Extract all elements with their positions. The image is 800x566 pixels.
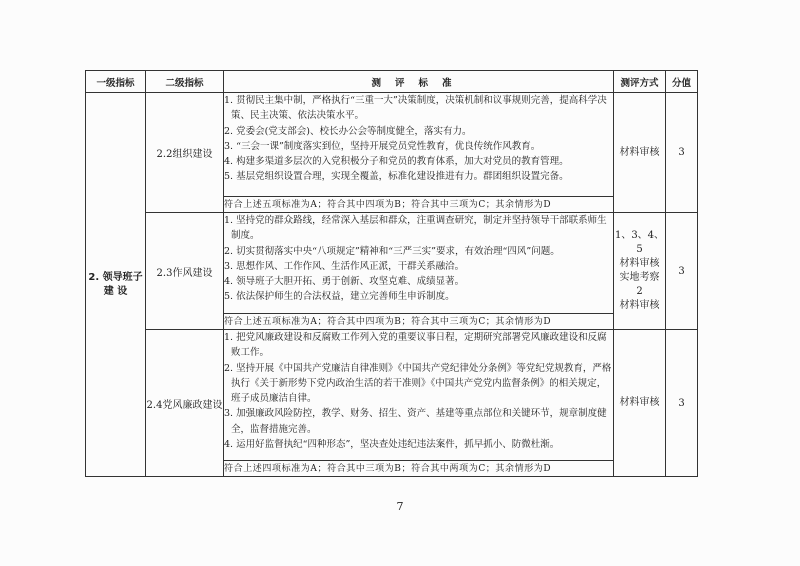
grade-criteria-2-2: 符合上述五项标准为A；符合其中四项为B；符合其中三项为C；其余情形为D bbox=[224, 197, 614, 213]
method-cell-2-2 bbox=[614, 93, 666, 213]
standard-cell-2-3 bbox=[224, 213, 614, 314]
level1-line-2: 建 设 bbox=[103, 285, 128, 297]
method-line: 1、3、4、5 bbox=[614, 230, 665, 255]
standard-item: 4. 领导班子大胆开拓、勇于创新、攻坚克难、成绩显著。 bbox=[224, 276, 465, 288]
score-cell-2-2: 3 bbox=[666, 93, 698, 213]
standard-item: 4. 运用好监督执纪“四种形态”，坚决查处违纪违法案件，抓早抓小、防微杜渐。 bbox=[224, 439, 560, 451]
standard-item: 3. “三会一课”制度落实到位，坚持开展党员党性教育，优良传统作风教育。 bbox=[224, 140, 541, 152]
standard-item: 2. 切实贯彻落实中央“八项规定”精神和“三严三实”要求，有效治理“四风”问题。 bbox=[224, 245, 560, 257]
grade-criteria-2-3: 符合上述五项标准为A；符合其中四项为B；符合其中三项为C；其余情形为D bbox=[224, 314, 614, 330]
header-score: 分值 bbox=[666, 71, 698, 93]
method-cell-2-4 bbox=[614, 330, 666, 477]
standard-item: 1. 坚持党的群众路线，经常深入基层和群众，注重调查研究，制定并坚持领导干部联系师生制度。 bbox=[224, 215, 607, 242]
standard-item: 5. 基层党组织设置合理，实现全覆盖，标准化建设推进有力。群团组织设置完备。 bbox=[224, 171, 569, 183]
section-row-2-4 bbox=[86, 330, 698, 461]
header-row bbox=[86, 71, 698, 93]
header-method: 测评方式 bbox=[614, 71, 666, 93]
method-line: 材料审核 bbox=[619, 258, 660, 269]
level1-indicator bbox=[86, 93, 146, 477]
standard-item: 2. 坚持开展《中国共产党廉洁自律准则》《中国共产党纪律处分条例》等党纪党规教育，严格执行《关于新形势下党内政治生活的若干准则》《中国共产党党内监督条例》的相关规定，班子成员廉洁自律。 bbox=[224, 362, 612, 405]
score-cell-2-4: 3 bbox=[666, 330, 698, 477]
header-level1: 一级指标 bbox=[86, 71, 146, 93]
method-line: 2 bbox=[636, 286, 643, 297]
method-line: 材料审核 bbox=[619, 397, 660, 408]
method-line: 材料审核 bbox=[619, 146, 660, 158]
header-level2: 二级指标 bbox=[146, 71, 224, 93]
standard-item: 3. 思想作风、工作作风、生活作风正派，干群关系融洽。 bbox=[224, 260, 465, 272]
method-line: 实地考察 bbox=[619, 272, 660, 283]
level2-indicator-2-4: 2.4党风廉政建设 bbox=[146, 330, 224, 477]
standard-item: 2. 党委会(党支部会)、校长办公会等制度健全，落实有力。 bbox=[224, 125, 472, 137]
standard-item: 1. 把党风廉政建设和反腐败工作列入党的重要议事日程，定期研究部署党风廉政建设和反腐败工作。 bbox=[224, 332, 607, 359]
standard-item: 3. 加强廉政风险防控，教学、财务、招生、资产、基建等重点部位和关键环节，规章制度健全，监督措施完善。 bbox=[224, 408, 607, 435]
score-cell-2-3: 3 bbox=[666, 213, 698, 330]
grade-criteria-2-4: 符合上述四项标准为A；符合其中三项为B；符合其中两项为C；其余情形为D bbox=[224, 461, 614, 477]
method-line: 材料审核 bbox=[619, 300, 660, 311]
standard-cell-2-4 bbox=[224, 330, 614, 461]
level2-indicator-2-2: 2.2组织建设 bbox=[146, 93, 224, 213]
section-row-2-3 bbox=[86, 213, 698, 314]
method-cell-2-3 bbox=[614, 213, 666, 330]
level1-line-1: 2. 领导班子 bbox=[88, 271, 143, 283]
standard-cell-2-2 bbox=[224, 93, 614, 197]
standard-item: 1. 贯彻民主集中制，严格执行“三重一大”决策制度，决策机制和议事规则完善，提高科学决策、民主决策、依法决策水平。 bbox=[224, 95, 607, 122]
standard-item: 5. 依法保护师生的合法权益，建立完善师生申诉制度。 bbox=[224, 291, 455, 303]
level2-indicator-2-3: 2.3作风建设 bbox=[146, 213, 224, 330]
standard-item: 4. 构建多渠道多层次的入党积极分子和党员的教育体系，加大对党员的教育管理。 bbox=[224, 156, 569, 168]
page-number: 7 bbox=[396, 500, 404, 513]
section-row-2-2 bbox=[86, 93, 698, 197]
header-standard: 测评标准 bbox=[224, 71, 614, 93]
evaluation-table bbox=[85, 70, 698, 477]
